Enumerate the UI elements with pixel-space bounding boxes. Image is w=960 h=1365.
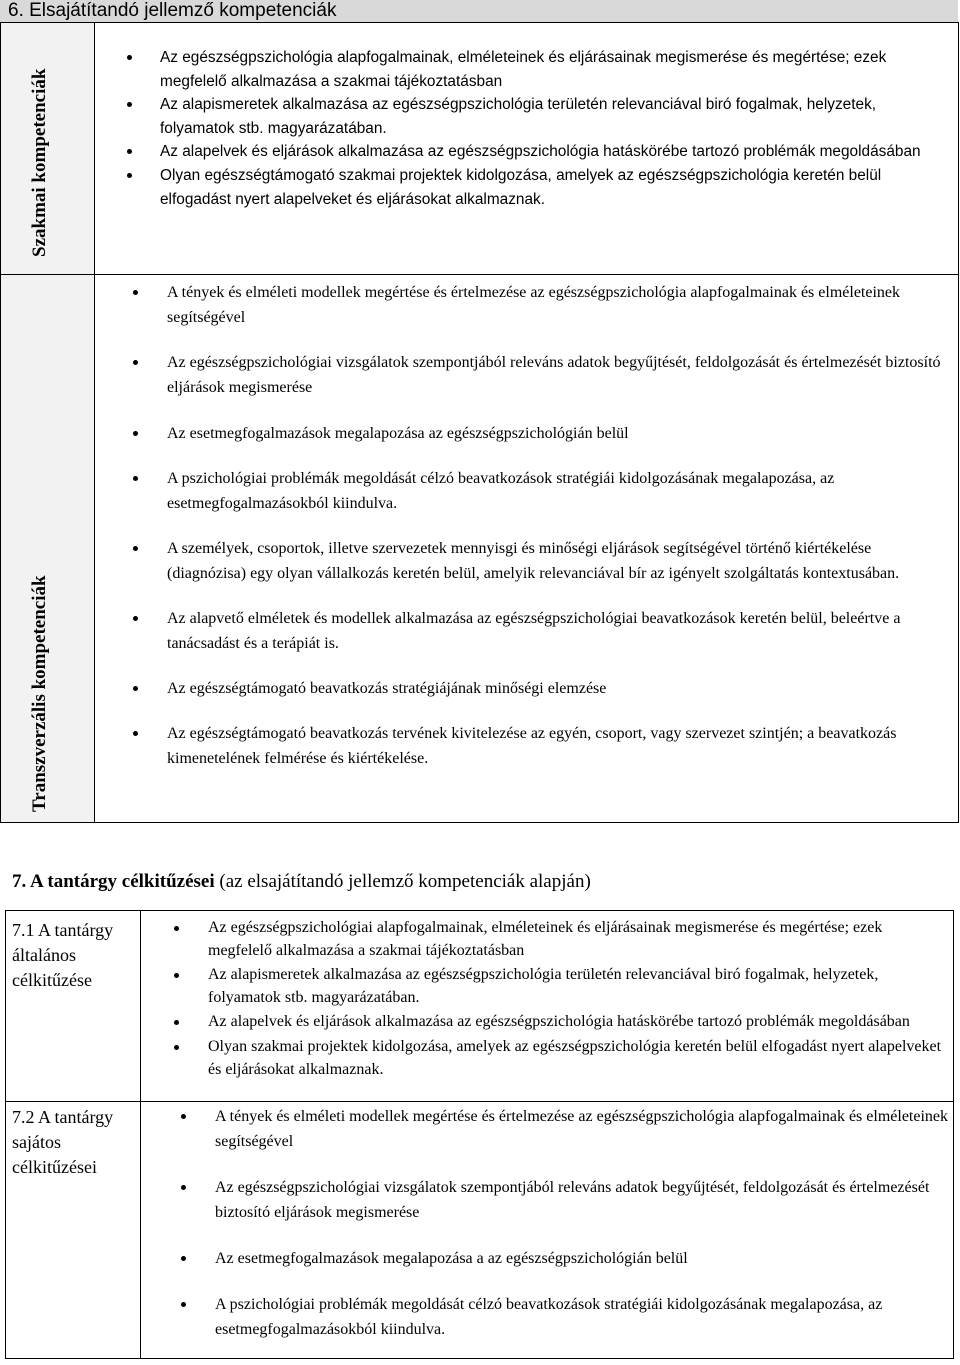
list-item: A pszichológiai problémák megoldását célzó beavatkozások stratégiái kidolgozásának megalapozása, az esetmegfogalmazásokból kiindulva. — [167, 466, 950, 516]
objectives-table-column-divider — [140, 910, 141, 1359]
list-item: Olyan szakmai projektek kidolgozása, amelyek az egészségpszichológia keretén belül elfogadást nyert alapelveket és eljárásokat alkalmaznak. — [208, 1036, 948, 1081]
section-6-heading: 6. Elsajátítandó jellemző kompetenciák — [0, 0, 958, 22]
objectives-table-top-border — [5, 910, 954, 911]
objectives-table-left-border — [5, 910, 6, 1359]
table-column-divider — [94, 22, 95, 823]
list-item: Az esetmegfogalmazások megalapozása az egészségpszichológián belül — [167, 421, 950, 446]
objectives-table-right-border — [953, 910, 954, 1359]
list-item: Olyan egészségtámogató szakmai projektek kidolgozása, amelyek az egészségpszichológia keretén belül elfogadást nyert alapelveket és eljárásokat alkalmaznak. — [160, 164, 950, 211]
list-item: Az egészségpszichológia alapfogalmainak, elméleteinek és eljárásainak megismerése és megértése; ezek megfelelő alkalmazása a szakmai tájékoztatásban — [160, 46, 950, 93]
specific-objectives-label: 7.2 A tantárgy sajátos célkitűzései — [12, 1107, 114, 1177]
professional-competences-list — [160, 46, 950, 211]
list-item: Az egészségpszichológiai alapfogalmainak, elméleteinek és eljárásainak megismerése és megértése; ezek megfelelő alkalmazása a szakmai tájékoztatásban — [208, 917, 948, 962]
transversal-competences-label: Transzverzális kompetenciák — [29, 575, 50, 812]
general-objective-label: 7.1 A tantárgy általános célkitűzése — [12, 920, 114, 990]
list-item: Az egészségtámogató beavatkozás tervének kivitelezése az egyén, csoport, vagy szervezet szintjén; a beavatkozás kimenetelének felmérése és kiértékelése. — [167, 721, 950, 771]
list-item: Az alapelvek és eljárások alkalmazása az egészségpszichológia hatáskörébe tartozó problémák megoldásában — [160, 140, 950, 164]
list-item: A tények és elméleti modellek megértése és értelmezése az egészségpszichológia alapfogalmainak és elméleteinek segítségével — [167, 280, 950, 330]
section-7-heading-bold: 7. A tantárgy célkitűzései — [12, 871, 215, 892]
table-top-border — [0, 22, 959, 23]
section-7-heading — [12, 871, 591, 893]
general-objectives-list — [208, 917, 948, 1081]
table-bottom-border — [0, 822, 959, 823]
list-item: A pszichológiai problémák megoldását célzó beavatkozások stratégiái kidolgozásának megalapozása, az esetmegfogalmazásokból kiindulva. — [215, 1292, 948, 1342]
list-item: Az alapelvek és eljárások alkalmazása az egészségpszichológia hatáskörébe tartozó problémák megoldásában — [208, 1011, 948, 1034]
objectives-table-row-divider — [5, 1101, 954, 1102]
list-item: Az esetmegfogalmazások megalapozása a az egészségpszichológián belül — [215, 1246, 948, 1271]
list-item: Az alapismeretek alkalmazása az egészségpszichológia területén relevanciával biró fogalmak, helyzetek, folyamatok stb. magyarázatában. — [160, 93, 950, 140]
table-right-border — [958, 22, 959, 823]
list-item: Az alapvető elméletek és modellek alkalmazása az egészségpszichológiai beavatkozások keretén belül, beleértve a tanácsadást és a terápiát is. — [167, 606, 950, 656]
objectives-table-bottom-border — [5, 1358, 954, 1359]
list-item: A személyek, csoportok, illetve szervezetek mennyisgi és minőségi eljárások segítségével történő kiértékelése (diagnózisa) egy olyan vállalkozás keretén belül, amelyik relevanciával bír az igényelt szolgáltatás kontextusában. — [167, 536, 950, 586]
list-item: A tények és elméleti modellek megértése és értelmezése az egészségpszichológia alapfogalmainak és elméleteinek segítségével — [215, 1104, 948, 1154]
table-left-border — [0, 22, 1, 823]
transversal-competences-list — [167, 280, 950, 771]
list-item: Az alapismeretek alkalmazása az egészségpszichológia területén relevanciával biró fogalmak, helyzetek, folyamatok stb. magyarázatában. — [208, 964, 948, 1009]
table-row-divider — [0, 274, 959, 275]
section-7-heading-rest: (az elsajátítandó jellemző kompetenciák alapján) — [214, 871, 591, 892]
professional-competences-label: Szakmai kompetenciák — [29, 68, 50, 257]
list-item: Az egészségtámogató beavatkozás stratégiájának minőségi elemzése — [167, 676, 950, 701]
list-item: Az egészségpszichológiai vizsgálatok szempontjából releváns adatok begyűjtését, feldolgozását és értelmezését biztosító eljárások megismerése — [215, 1175, 948, 1225]
list-item: Az egészségpszichológiai vizsgálatok szempontjából releváns adatok begyűjtését, feldolgozását és értelmezését biztosító eljárások megismerése — [167, 350, 950, 400]
specific-objectives-list — [215, 1104, 948, 1342]
